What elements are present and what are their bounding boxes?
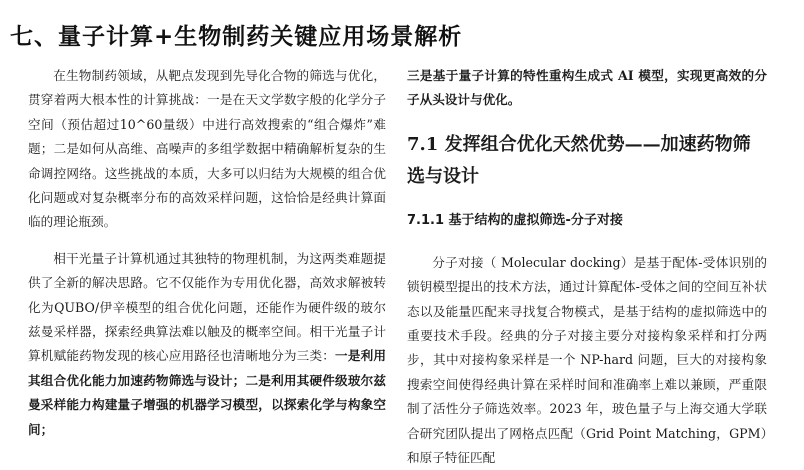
left-column — [28, 64, 386, 442]
right-column — [407, 64, 767, 470]
docking-paragraph: 分子对接（ Molecular docking）是基于配体-受体识别的锁钥模型提出的技术方法，通过计算配体-受体之间的空间互补状态以及能量匹配来寻找复合物模式，是基于结构的虚拟筛选中的重要技术手段。经典的分子对接主要分对接构象采样和打分两步，其中对接构象采样是一个 NP-hard 问题，巨大的对接构象搜索空间使得经典计算在采样时间和准确率上难以兼顾，严重限制了活性分子筛选效率。2023 年，玻色量子与上海交通大学联合研究团队提出了网格点匹配（Grid Point Matching，GPM）和原子特征匹配 — [407, 254, 767, 466]
section-title: 七、量子计算+生物制药关键应用场景解析 — [10, 24, 463, 50]
continued-highlight: 三是基于量子计算的特性重构生成式 AI 模型，实现更高效的分子从头设计与优化。 — [407, 68, 767, 108]
subsubsection-heading: 7.1.1 基于结构的虚拟筛选-分子对接 — [407, 212, 623, 228]
subsection-heading: 7.1 发挥组合优化天然优势——加速药物筛选与设计 — [407, 133, 751, 187]
approach-highlight: 一是利用其组合优化能力加速药物筛选与设计；二是利用其硬件级玻尔兹曼采样能力构建量子增强的机器学习模型，以探索化学与构象空间； — [28, 348, 387, 437]
approach-paragraph — [28, 247, 386, 442]
intro-paragraph: 在生物制药领域，从靶点发现到先导化合物的筛选与优化，贯穿着两大根本性的计算挑战：一是在天文学数字般的化学分子空间（预估超过10^60量级）中进行高效搜索的“组合爆炸”难题；二是如何从高维、高噪声的多组学数据中精确解析复杂的生命调控网络。这些挑战的本质，大多可以归结为大规模的组合优化问题或对复杂概率分布的高效采样问题，这恰恰是经典计算面临的理论瓶颈。 — [28, 68, 386, 230]
approach-text: 相干光量子计算机通过其独特的物理机制，为这两类难题提供了全新的解决思路。它不仅能作为专用优化器，高效求解被转化为QUBO/伊辛模型的组合优化问题，还能作为硬件级的玻尔兹曼采样器，探索经典算法难以触及的概率空间。相干光量子计算机赋能药物发现的核心应用路径也清晰地分为三类： — [28, 250, 386, 364]
